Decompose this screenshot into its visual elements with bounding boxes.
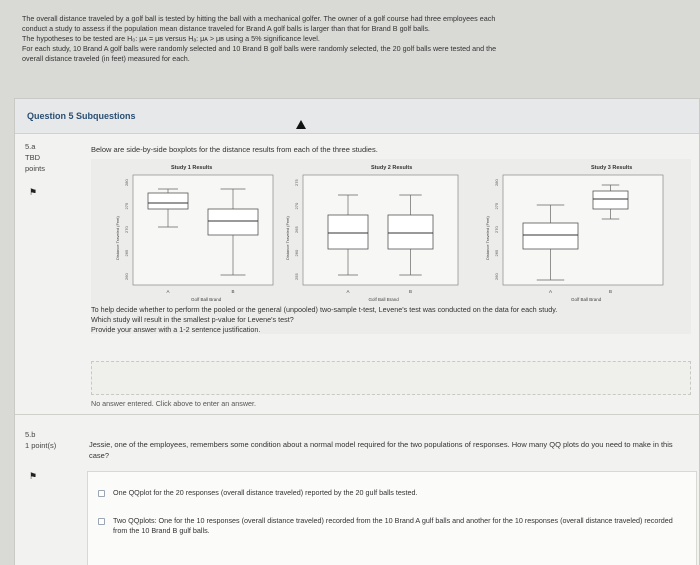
boxplot-chart — [285, 165, 458, 301]
y-tick-label: 270 — [124, 226, 129, 233]
chart-title: Study 3 Results — [591, 165, 633, 171]
answer-input[interactable] — [91, 361, 691, 395]
checkbox[interactable] — [98, 518, 105, 525]
points-label: points — [25, 164, 46, 173]
y-tick-label: 260 — [124, 273, 129, 280]
y-axis-label: Distance Traveled (Feet) — [115, 216, 120, 260]
question-header: Question 5 Subquestions — [15, 99, 699, 134]
intro-line: conduct a study to assess if the population mean distance traveled for Brand A golf balls is larger than that for Brand B golf balls. — [22, 24, 430, 33]
intro-line: overall distance traveled (in feet) measured for each. — [22, 54, 190, 63]
x-axis-label: Golf Ball Brand — [191, 297, 222, 301]
answer-options — [87, 471, 697, 565]
problem-intro — [22, 14, 682, 64]
box — [388, 215, 433, 249]
y-tick-label: 275 — [294, 179, 299, 186]
followup-line: To help decide whether to perform the pooled or the general (unpooled) two-sample t-test, Levene's test was conducted on the data for each study. — [91, 305, 558, 314]
chart-title: Study 1 Results — [171, 165, 213, 171]
subquestion-b-prompt: Jessie, one of the employees, remembers some condition about a normal model required for the two populations of responses. How many QQ plots do you need to make in this case? — [89, 440, 673, 460]
subquestion-a-followup — [91, 305, 691, 335]
flag-icon[interactable]: ⚑ — [29, 471, 38, 481]
y-tick-label: 270 — [294, 202, 299, 210]
question-panel — [14, 98, 700, 565]
x-tick-label: B — [231, 289, 235, 294]
y-axis-label: Distance Traveled (Feet) — [285, 216, 290, 260]
intro-line: The overall distance traveled by a golf ball is tested by hitting the ball with a mechanical golfer. The owner of a golf course had three employees each — [22, 14, 496, 23]
divider — [15, 414, 700, 415]
y-tick-label: 270 — [494, 226, 499, 233]
x-tick-label: A — [166, 289, 170, 294]
y-tick-label: 255 — [294, 273, 299, 280]
option-two-qqplots[interactable] — [98, 516, 683, 536]
x-axis-label: Golf Ball Brand — [571, 297, 602, 301]
y-tick-label: 260 — [494, 273, 499, 280]
box — [593, 191, 628, 209]
y-tick-label: 260 — [294, 249, 299, 257]
subquestion-a-meta — [25, 141, 45, 174]
boxplots-figure — [91, 159, 691, 301]
y-tick-label: 275 — [494, 202, 499, 210]
x-axis-label: Golf Ball Brand — [368, 297, 399, 301]
y-tick-label: 280 — [124, 179, 129, 186]
y-tick-label: 280 — [494, 179, 499, 186]
followup-line: Which study will result in the smallest p-value for Levene's test? — [91, 315, 294, 324]
boxplot-chart — [115, 165, 273, 301]
option-label: Two QQplots: One for the 10 responses (overall distance traveled) recorded from the 10 Brand A gulf balls and another for the 10 responses (overall distance traveled) recorded from the 10 Brand B gulf balls. — [113, 516, 673, 535]
followup-line: Provide your answer with a 1-2 sentence justification. — [91, 325, 261, 334]
box — [328, 215, 368, 249]
subquestion-number: 5.a — [25, 142, 36, 151]
flag-icon[interactable]: ⚑ — [29, 187, 38, 197]
boxplot-chart — [485, 165, 663, 301]
box — [523, 223, 578, 249]
subquestion-a-prompt: Below are side-by-side boxplots for the distance results from each of the three studies. — [91, 145, 378, 154]
option-label: One QQplot for the 20 responses (overall distance traveled) reported by the 20 gulf balls tested. — [113, 488, 418, 497]
x-tick-label: B — [609, 289, 613, 294]
x-tick-label: A — [346, 289, 350, 294]
x-tick-label: A — [549, 289, 553, 294]
option-one-qqplot[interactable] — [98, 488, 683, 498]
plot-frame — [303, 175, 458, 285]
checkbox[interactable] — [98, 490, 105, 497]
chart-title: Study 2 Results — [371, 165, 413, 171]
y-tick-label: 275 — [124, 202, 129, 210]
box — [208, 209, 258, 235]
subquestion-number: 5.b — [25, 430, 36, 439]
subquestion-b-meta — [25, 429, 56, 451]
box — [148, 193, 188, 209]
points-value: TBD — [25, 153, 40, 162]
y-tick-label: 265 — [494, 249, 499, 257]
y-tick-label: 265 — [294, 226, 299, 233]
y-tick-label: 265 — [124, 249, 129, 257]
no-answer-text: No answer entered. Click above to enter an answer. — [91, 399, 257, 408]
points-label: 1 point(s) — [25, 441, 57, 450]
y-axis-label: Distance Traveled (Feet) — [485, 216, 490, 260]
intro-line: For each study, 10 Brand A golf balls were randomly selected and 10 Brand B golf balls were randomly selected, the 20 golf balls were tested and the — [22, 44, 497, 53]
intro-line: The hypotheses to be tested are H₀: μᴀ = μʙ versus Hₐ: μᴀ > μʙ using a 5% significance level. — [22, 34, 320, 43]
mouse-cursor-icon — [296, 120, 306, 129]
x-tick-label: B — [409, 289, 413, 294]
